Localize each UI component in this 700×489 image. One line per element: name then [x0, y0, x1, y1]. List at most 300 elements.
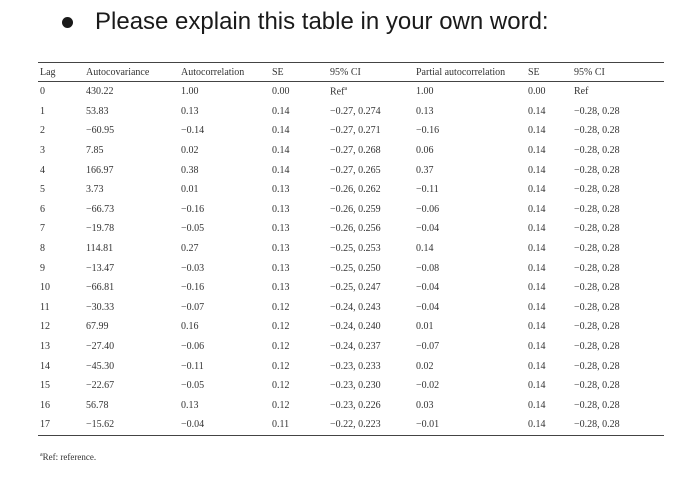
- table-cell: [84, 337, 179, 357]
- cell-value: −0.24, 0.243: [330, 301, 381, 313]
- table-cell: [414, 258, 526, 278]
- header-lag: Lag: [38, 63, 84, 82]
- table-row: [38, 219, 664, 239]
- cell-value: −0.01: [416, 419, 440, 431]
- cell-value: 0.14: [528, 203, 546, 215]
- table-cell: [84, 102, 179, 122]
- cell-value: −0.16: [416, 125, 440, 137]
- table-cell: [270, 200, 328, 220]
- table-cell: [38, 278, 84, 298]
- table-cell: [328, 258, 414, 278]
- cell-value: −0.27, 0.274: [330, 105, 381, 117]
- table-cell: [526, 317, 572, 337]
- table-cell: [414, 356, 526, 376]
- header-partial-se: SE: [526, 63, 572, 82]
- cell-value: −0.28, 0.28: [574, 282, 620, 294]
- cell-value: 0.12: [272, 380, 290, 392]
- table-cell: [414, 396, 526, 416]
- table-cell: [414, 415, 526, 435]
- table-cell: [38, 376, 84, 396]
- cell-value: 1: [40, 105, 45, 117]
- cell-value: 15: [40, 380, 50, 392]
- cell-value: −0.28, 0.28: [574, 243, 620, 255]
- table-cell: [84, 396, 179, 416]
- cell-value: −0.14: [181, 125, 205, 137]
- table-cell: [526, 376, 572, 396]
- table-cell: [179, 298, 270, 318]
- cell-value: 0.03: [416, 399, 434, 411]
- table-cell: [526, 337, 572, 357]
- table-row: [38, 415, 664, 435]
- table-cell: [38, 121, 84, 141]
- table-cell: [414, 82, 526, 102]
- cell-value: −0.27, 0.271: [330, 125, 381, 137]
- cell-value: 0.00: [272, 86, 290, 98]
- table-cell: [179, 337, 270, 357]
- table-row: [38, 258, 664, 278]
- cell-value: 0.14: [528, 399, 546, 411]
- table-cell: [179, 356, 270, 376]
- cell-value: 0.14: [528, 223, 546, 235]
- table-cell: [526, 356, 572, 376]
- table-row: [38, 376, 664, 396]
- cell-value: 0.12: [272, 301, 290, 313]
- table-cell: [179, 160, 270, 180]
- cell-value: 0.13: [272, 262, 290, 274]
- cell-value: −66.81: [86, 282, 115, 294]
- table-cell: [84, 415, 179, 435]
- cell-value: −0.28, 0.28: [574, 164, 620, 176]
- table-row: [38, 121, 664, 141]
- cell-value: 166.97: [86, 164, 114, 176]
- table-cell: [414, 298, 526, 318]
- table-cell: [270, 376, 328, 396]
- table-cell: [270, 180, 328, 200]
- table-cell: [179, 219, 270, 239]
- table-cell: [270, 239, 328, 259]
- table-cell: [328, 160, 414, 180]
- cell-value: 0.14: [272, 125, 290, 137]
- cell-value: 0.02: [181, 145, 199, 157]
- cell-value: −0.05: [181, 223, 205, 235]
- table-cell: [572, 102, 664, 122]
- header-se: SE: [270, 63, 328, 82]
- cell-value: 0: [40, 86, 45, 98]
- cell-value: 0.27: [181, 243, 199, 255]
- table-cell: [414, 102, 526, 122]
- table-cell: [179, 278, 270, 298]
- cell-value: −66.73: [86, 203, 115, 215]
- table-cell: [526, 121, 572, 141]
- header-autocovariance: Autocovariance: [84, 63, 179, 82]
- table-cell: [38, 317, 84, 337]
- cell-value: 0.14: [528, 341, 546, 353]
- table-row: [38, 141, 664, 161]
- table-footnote: [40, 452, 96, 462]
- cell-value: 0.01: [181, 184, 199, 196]
- table-cell: [270, 160, 328, 180]
- cell-value: −30.33: [86, 301, 115, 313]
- table-cell: [328, 219, 414, 239]
- cell-value: 0.14: [272, 164, 290, 176]
- cell-value: 0.01: [416, 321, 434, 333]
- table-row: [38, 356, 664, 376]
- table-cell: [328, 278, 414, 298]
- table-cell: [414, 160, 526, 180]
- table-cell: [84, 356, 179, 376]
- cell-value: 0.38: [181, 164, 199, 176]
- table-cell: [414, 141, 526, 161]
- table-cell: [526, 219, 572, 239]
- table-body: [38, 82, 664, 436]
- table-cell: [572, 278, 664, 298]
- table-cell: [526, 239, 572, 259]
- table-cell: [84, 200, 179, 220]
- table-row: [38, 317, 664, 337]
- cell-value: 0.14: [272, 105, 290, 117]
- table-cell: [328, 396, 414, 416]
- table-cell: [270, 396, 328, 416]
- cell-value: −60.95: [86, 125, 115, 137]
- cell-value: −0.07: [181, 301, 205, 313]
- table-cell: [526, 258, 572, 278]
- table-cell: [270, 298, 328, 318]
- cell-value: 14: [40, 360, 50, 372]
- cell-value: −13.47: [86, 262, 115, 274]
- table-cell: [179, 200, 270, 220]
- header-partial-autocorrelation: Partial autocorrelation: [414, 63, 526, 82]
- cell-value: −22.67: [86, 380, 115, 392]
- bullet-icon: [62, 17, 73, 28]
- cell-value: −0.05: [181, 380, 205, 392]
- table-row: [38, 102, 664, 122]
- table-cell: [414, 180, 526, 200]
- table-cell: [414, 376, 526, 396]
- cell-value: −0.28, 0.28: [574, 262, 620, 274]
- cell-value: 9: [40, 262, 45, 274]
- table-cell: [414, 200, 526, 220]
- heading-text: Please explain this table in your own word:: [95, 8, 549, 35]
- cell-value: −0.04: [416, 301, 440, 313]
- cell-value: −0.25, 0.250: [330, 262, 381, 274]
- table-cell: [328, 82, 414, 102]
- cell-value: 53.83: [86, 105, 109, 117]
- table-cell: [572, 141, 664, 161]
- cell-value: −0.26, 0.259: [330, 203, 381, 215]
- table-cell: [84, 258, 179, 278]
- table-cell: [84, 160, 179, 180]
- cell-value: 8: [40, 243, 45, 255]
- table-cell: [328, 239, 414, 259]
- table-cell: [38, 356, 84, 376]
- table-row: [38, 82, 664, 102]
- cell-value: −0.24, 0.237: [330, 341, 381, 353]
- table-cell: [572, 356, 664, 376]
- table-cell: [38, 200, 84, 220]
- table-cell: [526, 102, 572, 122]
- cell-value: −0.23, 0.230: [330, 380, 381, 392]
- table-cell: [270, 356, 328, 376]
- cell-value: −0.28, 0.28: [574, 341, 620, 353]
- cell-value: 114.81: [86, 243, 114, 255]
- cell-value: 0.14: [528, 262, 546, 274]
- cell-value: 0.00: [528, 86, 546, 98]
- table-cell: [572, 337, 664, 357]
- cell-value: 0.14: [528, 360, 546, 372]
- table-row: [38, 239, 664, 259]
- cell-value: 7: [40, 223, 45, 235]
- table-cell: [84, 141, 179, 161]
- table-cell: [38, 415, 84, 435]
- cell-value: 0.13: [272, 223, 290, 235]
- table-cell: [179, 258, 270, 278]
- table-cell: [572, 415, 664, 435]
- table-header-row: [38, 63, 664, 82]
- cell-value: 0.12: [272, 360, 290, 372]
- table-cell: [526, 200, 572, 220]
- table-cell: [572, 121, 664, 141]
- table-cell: [84, 376, 179, 396]
- table-cell: [84, 317, 179, 337]
- table-cell: [572, 239, 664, 259]
- cell-value: 0.37: [416, 164, 434, 176]
- page-heading: [62, 8, 549, 36]
- table-cell: [328, 415, 414, 435]
- table-cell: [179, 317, 270, 337]
- cell-value: 0.11: [272, 419, 290, 431]
- cell-value: 0.14: [416, 243, 434, 255]
- table-cell: [179, 376, 270, 396]
- cell-value: −0.23, 0.233: [330, 360, 381, 372]
- cell-value: 0.13: [272, 282, 290, 294]
- cell-value: −0.28, 0.28: [574, 105, 620, 117]
- table-cell: [270, 141, 328, 161]
- cell-value: −0.23, 0.226: [330, 399, 381, 411]
- footnote-marker: a: [40, 452, 43, 458]
- cell-value: −0.08: [416, 262, 440, 274]
- cell-value: −0.28, 0.28: [574, 203, 620, 215]
- table-cell: [572, 317, 664, 337]
- cell-value: −0.28, 0.28: [574, 419, 620, 431]
- table-cell: [38, 298, 84, 318]
- table-cell: [84, 82, 179, 102]
- table-row: [38, 396, 664, 416]
- table-cell: [328, 180, 414, 200]
- header-autocorrelation: Autocorrelation: [179, 63, 270, 82]
- table-cell: [526, 180, 572, 200]
- table-cell: [270, 219, 328, 239]
- cell-value: −0.03: [181, 262, 205, 274]
- table-row: [38, 337, 664, 357]
- cell-value: 0.16: [181, 321, 199, 333]
- cell-value: 0.14: [528, 184, 546, 196]
- table-cell: [270, 82, 328, 102]
- table-cell: [84, 239, 179, 259]
- cell-value: −0.25, 0.247: [330, 282, 381, 294]
- table-cell: [526, 82, 572, 102]
- table-row: [38, 180, 664, 200]
- cell-value: Ref: [330, 86, 345, 98]
- table-cell: [179, 82, 270, 102]
- cell-value: 0.13: [416, 105, 434, 117]
- cell-value: −0.07: [416, 341, 440, 353]
- table-cell: [572, 219, 664, 239]
- cell-value: −0.28, 0.28: [574, 145, 620, 157]
- table-cell: [84, 278, 179, 298]
- table-cell: [526, 298, 572, 318]
- header-partial-95-ci: 95% CI: [572, 63, 664, 82]
- cell-value: −0.04: [416, 282, 440, 294]
- cell-value: 0.02: [416, 360, 434, 372]
- table-cell: [84, 219, 179, 239]
- table-cell: [526, 415, 572, 435]
- cell-value: 0.12: [272, 399, 290, 411]
- cell-value: 10: [40, 282, 50, 294]
- cell-value: 1.00: [416, 86, 434, 98]
- cell-value: −0.28, 0.28: [574, 399, 620, 411]
- cell-value: 0.12: [272, 321, 290, 333]
- table-cell: [328, 298, 414, 318]
- table-cell: [179, 396, 270, 416]
- table-cell: [572, 396, 664, 416]
- table-cell: [414, 239, 526, 259]
- table-cell: [270, 337, 328, 357]
- table-cell: [328, 121, 414, 141]
- cell-value: 3: [40, 145, 45, 157]
- table-cell: [179, 102, 270, 122]
- table-cell: [84, 298, 179, 318]
- autocorrelation-table: [38, 62, 664, 436]
- cell-value: 0.14: [272, 145, 290, 157]
- cell-value: 0.06: [416, 145, 434, 157]
- table-cell: [328, 317, 414, 337]
- autocorrelation-table-container: [38, 62, 664, 436]
- cell-value: 0.14: [528, 301, 546, 313]
- table-cell: [328, 337, 414, 357]
- cell-value: −0.27, 0.265: [330, 164, 381, 176]
- table-cell: [328, 200, 414, 220]
- cell-value: −0.04: [181, 419, 205, 431]
- cell-value: −0.24, 0.240: [330, 321, 381, 333]
- table-cell: [572, 200, 664, 220]
- table-cell: [270, 102, 328, 122]
- header-95-ci: 95% CI: [328, 63, 414, 82]
- cell-value: −0.28, 0.28: [574, 380, 620, 392]
- cell-value: 0.13: [181, 399, 199, 411]
- cell-value: 0.14: [528, 380, 546, 392]
- cell-value: 0.13: [181, 105, 199, 117]
- table-cell: [328, 141, 414, 161]
- cell-value: 0.13: [272, 184, 290, 196]
- table-cell: [328, 376, 414, 396]
- cell-value: −0.25, 0.253: [330, 243, 381, 255]
- table-cell: [84, 121, 179, 141]
- cell-value: 11: [40, 301, 50, 313]
- cell-value: −0.06: [181, 341, 205, 353]
- cell-value: 0.13: [272, 243, 290, 255]
- table-cell: [38, 396, 84, 416]
- table-cell: [270, 258, 328, 278]
- table-cell: [38, 337, 84, 357]
- cell-value: −15.62: [86, 419, 115, 431]
- cell-value: −0.28, 0.28: [574, 125, 620, 137]
- table-cell: [38, 258, 84, 278]
- table-cell: [179, 239, 270, 259]
- table-cell: [572, 376, 664, 396]
- table-cell: [526, 141, 572, 161]
- table-row: [38, 200, 664, 220]
- cell-value: 0.13: [272, 203, 290, 215]
- cell-value: −0.28, 0.28: [574, 184, 620, 196]
- table-cell: [38, 82, 84, 102]
- table-cell: [270, 121, 328, 141]
- table-cell: [572, 298, 664, 318]
- cell-value: 4: [40, 164, 45, 176]
- table-row: [38, 160, 664, 180]
- cell-value: 0.14: [528, 419, 546, 431]
- table-cell: [179, 415, 270, 435]
- table-cell: [179, 141, 270, 161]
- table-cell: [572, 82, 664, 102]
- cell-value: 5: [40, 184, 45, 196]
- footnote-text: Ref: reference.: [42, 452, 97, 462]
- table-cell: [270, 317, 328, 337]
- cell-value: −0.11: [181, 360, 204, 372]
- cell-value: −0.22, 0.223: [330, 419, 381, 431]
- cell-value: −0.28, 0.28: [574, 301, 620, 313]
- cell-value: 0.14: [528, 282, 546, 294]
- table-cell: [526, 396, 572, 416]
- table-cell: [414, 121, 526, 141]
- cell-value: −0.26, 0.262: [330, 184, 381, 196]
- table-cell: [38, 239, 84, 259]
- cell-value: −19.78: [86, 223, 115, 235]
- table-cell: [84, 180, 179, 200]
- cell-value: −0.06: [416, 203, 440, 215]
- cell-value: −27.40: [86, 341, 115, 353]
- table-cell: [572, 258, 664, 278]
- table-cell: [414, 317, 526, 337]
- cell-value: 3.73: [86, 184, 104, 196]
- cell-value: −0.27, 0.268: [330, 145, 381, 157]
- table-cell: [38, 102, 84, 122]
- table-cell: [328, 356, 414, 376]
- cell-value: −0.04: [416, 223, 440, 235]
- table-cell: [38, 160, 84, 180]
- cell-value: −0.28, 0.28: [574, 360, 620, 372]
- table-cell: [179, 121, 270, 141]
- cell-value: 16: [40, 399, 50, 411]
- cell-value: 0.14: [528, 321, 546, 333]
- cell-value: 6: [40, 203, 45, 215]
- cell-value: 0.14: [528, 145, 546, 157]
- cell-value: 13: [40, 341, 50, 353]
- table-cell: [414, 337, 526, 357]
- ref-footnote-marker: a: [344, 86, 348, 93]
- cell-value: 67.99: [86, 321, 109, 333]
- cell-value: 0.12: [272, 341, 290, 353]
- table-cell: [270, 415, 328, 435]
- table-row: [38, 298, 664, 318]
- cell-value: −45.30: [86, 360, 115, 372]
- cell-value: 430.22: [86, 86, 114, 98]
- table-row: [38, 278, 664, 298]
- cell-value: −0.11: [416, 184, 439, 196]
- table-cell: [572, 160, 664, 180]
- cell-value: −0.26, 0.256: [330, 223, 381, 235]
- cell-value: 12: [40, 321, 50, 333]
- table-cell: [38, 219, 84, 239]
